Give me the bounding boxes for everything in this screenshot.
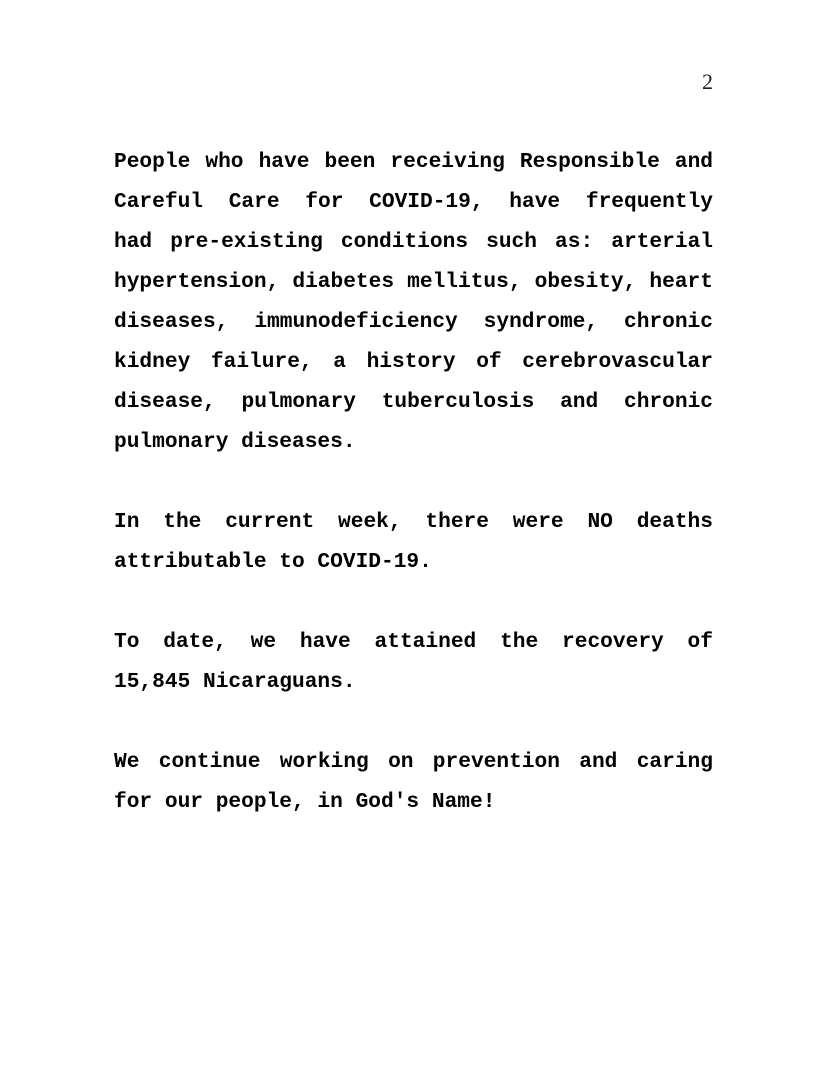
text-line: for our people, in God's Name! xyxy=(114,790,496,814)
text-line: People who have been receiving Responsible and xyxy=(114,150,713,174)
text-line: kidney failure, a history of cerebrovascular xyxy=(114,350,713,374)
text-line: attributable to COVID-19. xyxy=(114,550,432,574)
text-line: Careful Care for COVID-19, have frequently xyxy=(114,190,713,214)
text-line: 15,845 Nicaraguans. xyxy=(114,670,356,694)
text-line: had pre-existing conditions such as: arterial xyxy=(114,230,713,254)
text-line: We continue working on prevention and caring xyxy=(114,750,713,774)
text-line: To date, we have attained the recovery of xyxy=(114,630,713,654)
text-line: pulmonary diseases. xyxy=(114,430,356,454)
paragraph xyxy=(114,742,713,822)
document-body xyxy=(114,142,713,862)
paragraph xyxy=(114,142,713,462)
text-line: In the current week, there were NO deaths xyxy=(114,510,713,534)
paragraph xyxy=(114,622,713,702)
paragraph xyxy=(114,502,713,582)
page-number: 2 xyxy=(702,69,713,94)
text-line: diseases, immunodeficiency syndrome, chronic xyxy=(114,310,713,334)
text-line: disease, pulmonary tuberculosis and chronic xyxy=(114,390,713,414)
text-line: hypertension, diabetes mellitus, obesity, heart xyxy=(114,270,713,294)
